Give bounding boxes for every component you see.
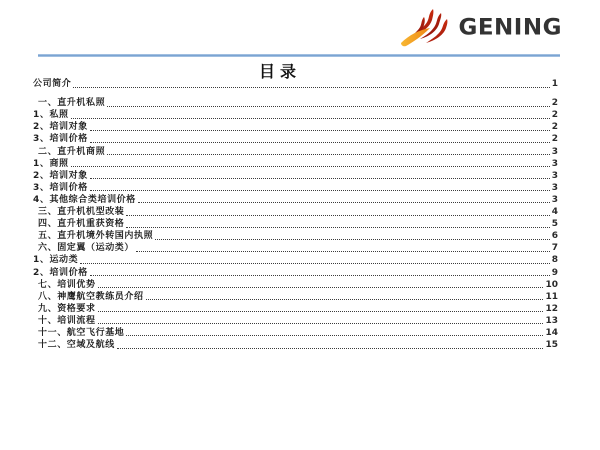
toc-page-number: 4: [551, 207, 558, 218]
toc-page-number: 2: [551, 110, 558, 121]
page-title: 目录: [258, 62, 301, 81]
toc-entry: [33, 303, 558, 315]
toc-entry: [33, 218, 558, 230]
toc-leader-dots: [155, 239, 550, 240]
brand-text: GENING: [458, 15, 562, 41]
toc-entry-label: 十一、航空飞行基地: [38, 327, 125, 338]
flame-icon: [400, 8, 454, 48]
toc-entry-label: 一、直升机私照: [38, 98, 106, 109]
toc-page-number: 13: [545, 315, 558, 326]
toc-entry: [33, 109, 558, 121]
toc-entry-label: 3、培训价格: [33, 134, 88, 145]
toc-entry: [33, 78, 558, 90]
toc-entry-label: 1、私照: [33, 110, 69, 121]
gening-logo: [400, 8, 562, 48]
toc-page-number: 2: [551, 122, 558, 133]
toc-page-number: 10: [545, 279, 558, 290]
toc-entry-label: 二、直升机商照: [38, 146, 106, 157]
toc-leader-dots: [80, 263, 549, 264]
toc-page-number: 3: [551, 182, 558, 193]
toc-leader-dots: [90, 130, 550, 131]
toc-page-number: 11: [545, 291, 558, 302]
toc-page-number: 14: [545, 327, 558, 338]
toc-leader-dots: [98, 287, 544, 288]
toc-page-number: 2: [551, 98, 558, 109]
toc-entry: [33, 242, 558, 254]
toc-entry-label: 九、资格要求: [38, 303, 96, 314]
toc-spacer: [33, 90, 558, 97]
toc-entry: [33, 97, 558, 109]
toc-leader-dots: [71, 118, 550, 119]
toc-page-number: 5: [551, 219, 558, 230]
toc-entry-label: 七、培训优势: [38, 279, 96, 290]
toc-leader-dots: [136, 251, 550, 252]
toc-entry-label: 六、固定翼（运动类）: [38, 243, 135, 254]
toc-entry-label: 四、直升机重获资格: [38, 219, 125, 230]
toc-entry-label: 3、培训价格: [33, 182, 88, 193]
toc-entry: [33, 170, 558, 182]
toc-leader-dots: [98, 323, 544, 324]
toc-page-number: 3: [551, 170, 558, 181]
toc-leader-dots: [117, 348, 544, 349]
toc-entry: [33, 339, 558, 351]
toc-leader-dots: [73, 87, 549, 88]
toc-entry: [33, 254, 558, 266]
toc-entry-label: 2、培训对象: [33, 122, 88, 133]
toc-page-number: 3: [551, 194, 558, 205]
toc-entry: [33, 158, 558, 170]
toc-page-number: 2: [551, 134, 558, 145]
toc-leader-dots: [107, 106, 550, 107]
toc-page-number: 9: [551, 267, 558, 278]
toc-entry: [33, 266, 558, 278]
toc-leader-dots: [138, 202, 550, 203]
toc-entry-label: 三、直升机机型改装: [38, 207, 125, 218]
toc-entry: [33, 327, 558, 339]
toc-entry-label: 2、培训价格: [33, 267, 88, 278]
toc-leader-dots: [146, 299, 544, 300]
toc-entry: [33, 194, 558, 206]
toc-entry: [33, 315, 558, 327]
toc-page-number: 12: [545, 303, 558, 314]
toc-leader-dots: [107, 154, 550, 155]
toc-entry-label: 五、直升机境外转国内执照: [38, 231, 154, 242]
toc-page-number: 1: [551, 79, 558, 90]
toc-entry: [33, 182, 558, 194]
toc-page-number: 3: [551, 158, 558, 169]
toc-page-number: 8: [551, 255, 558, 266]
toc-entry-label: 2、培训对象: [33, 170, 88, 181]
toc-leader-dots: [71, 166, 550, 167]
toc-entry: [33, 121, 558, 133]
toc-leader-dots: [98, 311, 544, 312]
toc-entry: [33, 145, 558, 157]
toc-entry-label: 八、神鹰航空教练员介绍: [38, 291, 144, 302]
toc-leader-dots: [126, 335, 543, 336]
toc-entry-label: 1、商照: [33, 158, 69, 169]
toc-entry-label: 公司简介: [33, 79, 72, 90]
toc-entry-label: 十、培训流程: [38, 315, 96, 326]
toc-entry: [33, 206, 558, 218]
toc-entry: [33, 230, 558, 242]
toc-page-number: 15: [545, 340, 558, 351]
toc-page-number: 7: [551, 243, 558, 254]
toc-leader-dots: [90, 178, 550, 179]
toc-page-number: 6: [551, 231, 558, 242]
header-divider: [38, 54, 560, 57]
toc-entry-label: 4、其他综合类培训价格: [33, 194, 136, 205]
toc-leader-dots: [90, 190, 550, 191]
toc-entry: [33, 291, 558, 303]
toc-page-number: 3: [551, 146, 558, 157]
toc-entry-label: 十二、空域及航线: [38, 340, 115, 351]
toc-leader-dots: [126, 227, 549, 228]
toc-leader-dots: [126, 215, 549, 216]
toc-entry-label: 1、运动类: [33, 255, 79, 266]
toc-entry: [33, 133, 558, 145]
toc-list: [33, 78, 558, 351]
toc-leader-dots: [90, 142, 550, 143]
toc-entry: [33, 279, 558, 291]
toc-leader-dots: [90, 275, 550, 276]
